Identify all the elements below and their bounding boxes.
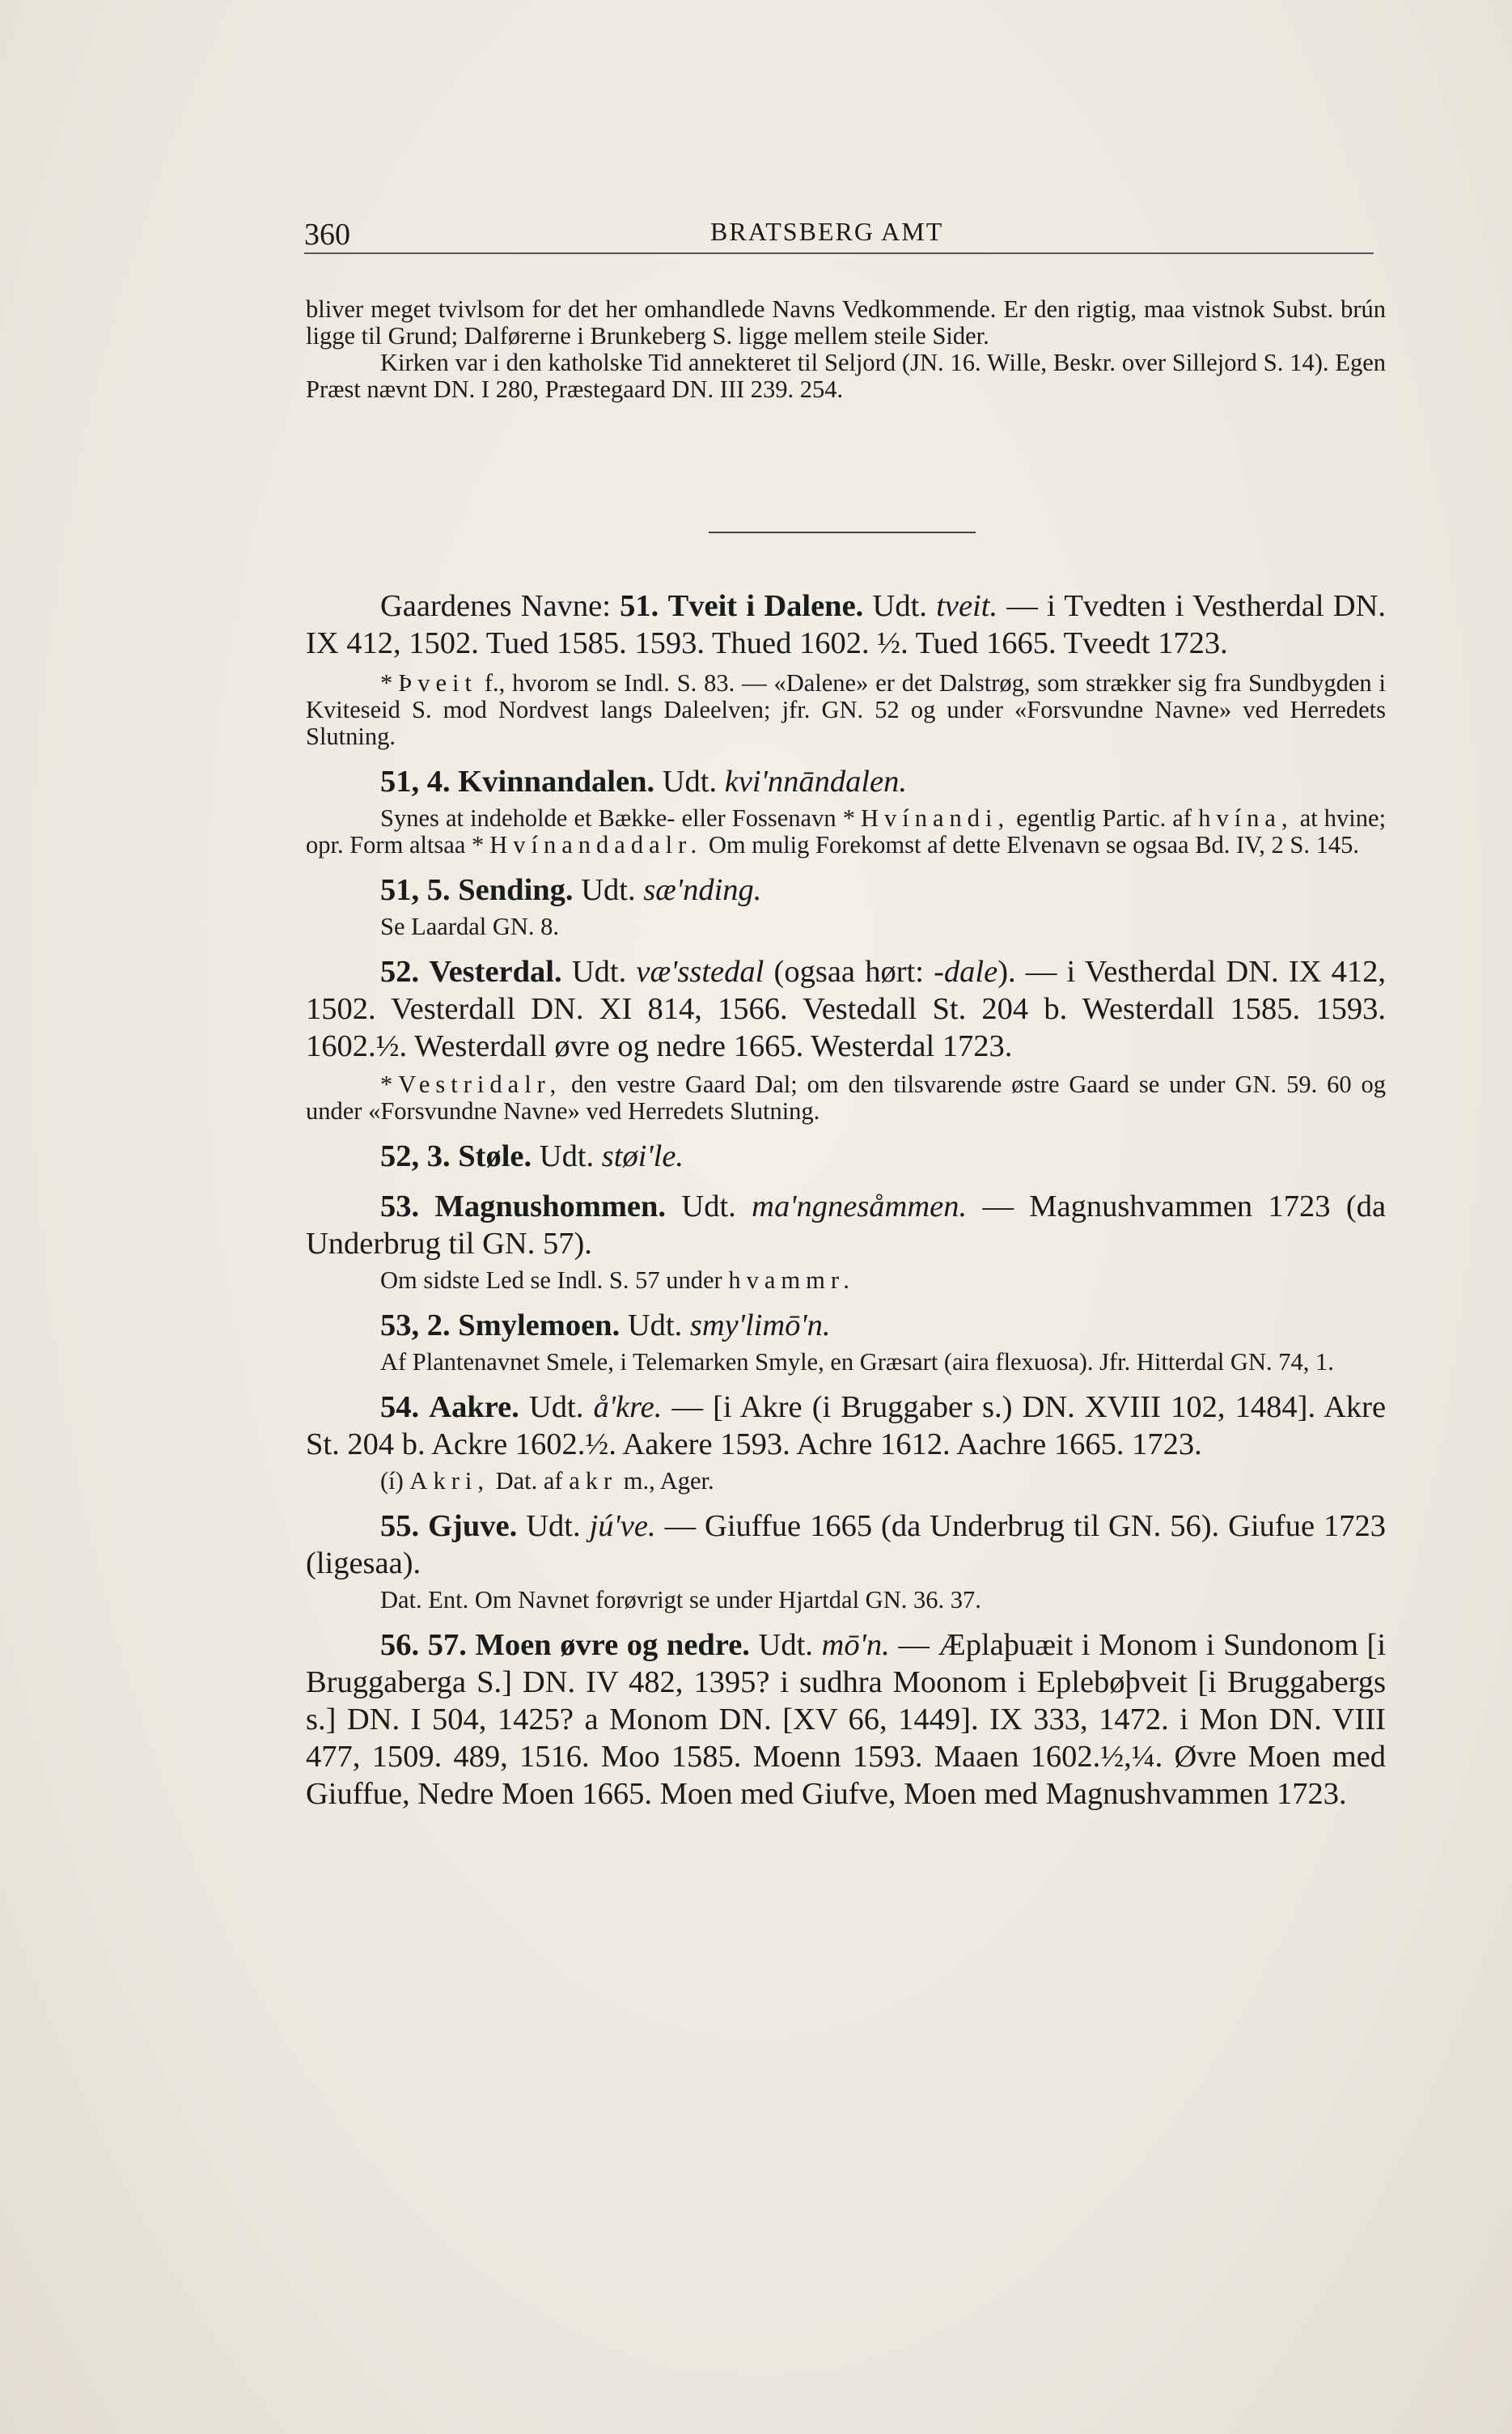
entry-51-4: [306, 763, 1386, 859]
entry-pronunciation-alt: -dale: [934, 955, 998, 989]
entry-note: Synes at indeholde et Bække- eller Fossenavn: [380, 804, 836, 832]
entry-number: 54.: [380, 1390, 420, 1424]
entry-pronunciation: støi'le.: [601, 1139, 684, 1173]
entry-number: 52, 3.: [380, 1139, 451, 1173]
entry-text: — Magnushvammen 1723 (da Underbrug til GN. 57).: [306, 1189, 1387, 1261]
entry-udt: Udt.: [662, 765, 718, 799]
entry-54: [306, 1389, 1386, 1495]
note-spaced-form: *Hvínandadalr.: [472, 831, 703, 859]
entry-number: 51, 5.: [380, 873, 451, 907]
entry-title: Sending.: [458, 873, 574, 907]
intro-block: [306, 296, 1386, 403]
entry-title: Smylemoen.: [458, 1308, 620, 1342]
entry-pronunciation: tveit.: [936, 589, 998, 623]
entry-note: den vestre Gaard Dal; om den tilsvarende østre Gaard se under GN. 59. 60 og under «Forsvundne Navne» ved Herredets Slutning.: [306, 1071, 1387, 1125]
entry-text: — i Tvedten i Vestherdal DN. IX 412, 1502. Tued 1585. 1593. Thued 1602. ½. Tued 1665. Tveedt 1723.: [306, 589, 1387, 660]
entry-pronunciation: væ'sstedal: [636, 955, 764, 989]
entry-udt: Udt.: [571, 955, 627, 989]
entry-title: Vesterdal.: [429, 955, 562, 989]
entry-lead: Gaardenes Navne:: [380, 589, 611, 623]
entry-53: [306, 1188, 1386, 1294]
entry-udt: Udt.: [681, 1189, 736, 1223]
running-title: BRATSBERG AMT: [710, 217, 944, 246]
entry-note: f., hvorom se Indl. S. 83. — «Dalene» er det Dalstrøg, som strækker sig fra Sundbygden i Kviteseid S. mod Nordvest langs Daleelven; jfr. GN. 52 og under «Forsvundne Navne» ved Herredets Slutning.: [306, 669, 1386, 750]
entry-udt: Udt.: [526, 1509, 581, 1543]
entry-note: Se Laardal GN. 8.: [380, 913, 560, 940]
note-spaced-form: *Vestridalr,: [380, 1071, 562, 1098]
intro-paragraph-2: Kirken var i den katholske Tid annekteret til Seljord (JN. 16. Wille, Beskr. over Sillejord S. 14). Egen Præst nævnt DN. I 280, Præstegaard DN. III 239. 254.: [306, 349, 1386, 403]
page-number: 360: [304, 218, 350, 252]
entry-note: Dat. af: [495, 1467, 563, 1495]
note-spaced-form: hvammr.: [728, 1266, 855, 1294]
note-spaced-form: *Hvínandi,: [842, 804, 1010, 832]
entry-udt: Udt.: [872, 589, 927, 623]
entry-udt: Udt.: [528, 1390, 584, 1424]
entry-udt: Udt.: [539, 1139, 595, 1173]
note-spaced-form: hvína,: [1198, 804, 1294, 832]
entry-note: Om sidste Led se Indl. S. 57 under: [380, 1266, 722, 1294]
entry-text: — Giuffue 1665 (da Underbrug til GN. 56). Giufue 1723 (ligesaa).: [306, 1509, 1387, 1580]
intro-paragraph-1: bliver meget tvivlsom for det her omhandlede Navns Vedkommende. Er den rigtig, maa vistnok Subst. brún ligge til Grund; Dalførerne i Brunkeberg S. ligge mellem steile Sider.: [306, 295, 1386, 350]
entry-number: 51.: [620, 589, 659, 623]
entry-title: Støle.: [458, 1139, 532, 1173]
entry-51: [306, 587, 1386, 750]
entry-number: 51, 4.: [380, 765, 451, 799]
entry-pronunciation: jú've.: [589, 1509, 656, 1543]
entry-number: 56. 57.: [380, 1628, 467, 1662]
entry-55: [306, 1507, 1386, 1613]
entry-52: [306, 953, 1386, 1125]
entry-note: Af Plantenavnet Smele, i Telemarken Smyle, en Græsart (aira flexuosa). Jfr. Hitterdal GN. 74, 1.: [380, 1348, 1334, 1376]
note-spaced-form: akr: [569, 1467, 618, 1495]
entry-title: Magnushommen.: [434, 1189, 667, 1223]
entry-text: — Æplaþuæit i Monom i Sundonom [i Bruggaberga S.] DN. IV 482, 1395? i sudhra Moonom i Eplebøþveit [i Bruggabergs s.] DN. I 504, 1425? a Monom DN. [XV 66, 1449]. IX 333, 1472. i Mon DN. VIII 477, 1509. 489, 1516. Moo 1585. Moenn 1593. Maaen 1602.½,¼. Øvre Moen med Giuffue, Nedre Moen 1665. Moen med Giufve, Moen med Magnushvammen 1723.: [306, 1628, 1387, 1811]
entry-title: Aakre.: [429, 1390, 519, 1424]
entry-note: egentlig Partic. af: [1016, 804, 1192, 832]
entries: [306, 587, 1386, 1813]
section-divider: [709, 532, 976, 533]
entry-udt: Udt.: [581, 873, 636, 907]
entry-number: 53, 2.: [380, 1308, 451, 1342]
entry-title: Kvinnandalen.: [458, 765, 655, 799]
entry-note: at hvine; opr. Form altsaa: [306, 804, 1387, 859]
entry-pronunciation: å'kre.: [593, 1390, 663, 1424]
entry-53-2: [306, 1307, 1386, 1376]
entry-pronunciation: kvi'nnāndalen.: [724, 765, 908, 799]
entry-number: 53.: [380, 1189, 420, 1223]
entry-udt: Udt.: [627, 1308, 683, 1342]
entry-pronunciation: mō'n.: [821, 1628, 890, 1662]
entry-note: m., Ager.: [623, 1467, 714, 1495]
entry-pronunciation: sæ'nding.: [643, 873, 762, 907]
entry-number: 55.: [380, 1509, 420, 1543]
page-header: [304, 212, 1374, 254]
entry-text: — [i Akre (i Bruggaber s.) DN. XVIII 102, 1484]. Akre St. 204 b. Ackre 1602.½. Aakere 1593. Achre 1612. Aachre 1665. 1723.: [306, 1390, 1387, 1461]
entry-title: Gjuve.: [428, 1509, 518, 1543]
entry-title: Moen øvre og nedre.: [475, 1628, 750, 1662]
entry-note: Dat. Ent. Om Navnet forøvrigt se under Hjartdal GN. 36. 37.: [380, 1586, 981, 1613]
entry-pronunciation: smy'limō'n.: [689, 1308, 831, 1342]
entry-56-57: [306, 1626, 1386, 1813]
entry-note: (í): [380, 1467, 404, 1495]
entry-51-5: [306, 871, 1386, 940]
entry-text: (ogsaa hørt:: [773, 955, 924, 989]
entry-note: Om mulig Forekomst af dette Elvenavn se ogsaa Bd. IV, 2 S. 145.: [708, 831, 1360, 859]
note-spaced-form: Akri,: [409, 1467, 489, 1495]
entry-title: Tveit i Dalene.: [667, 589, 864, 623]
entry-udt: Udt.: [758, 1628, 813, 1662]
entry-pronunciation: ma'ngnesåmmen.: [752, 1189, 968, 1223]
entry-52-3: [306, 1138, 1386, 1175]
entry-number: 52.: [380, 955, 420, 989]
entry-text: ). — i Vestherdal DN. IX 412, 1502. Vesterdall DN. XI 814, 1566. Vestedall St. 204 b. Westerdall 1585. 1593. 1602.½. Westerdall øvre og nedre 1665. Westerdal 1723.: [306, 955, 1387, 1063]
note-spaced-form: *Þveit: [380, 669, 477, 697]
